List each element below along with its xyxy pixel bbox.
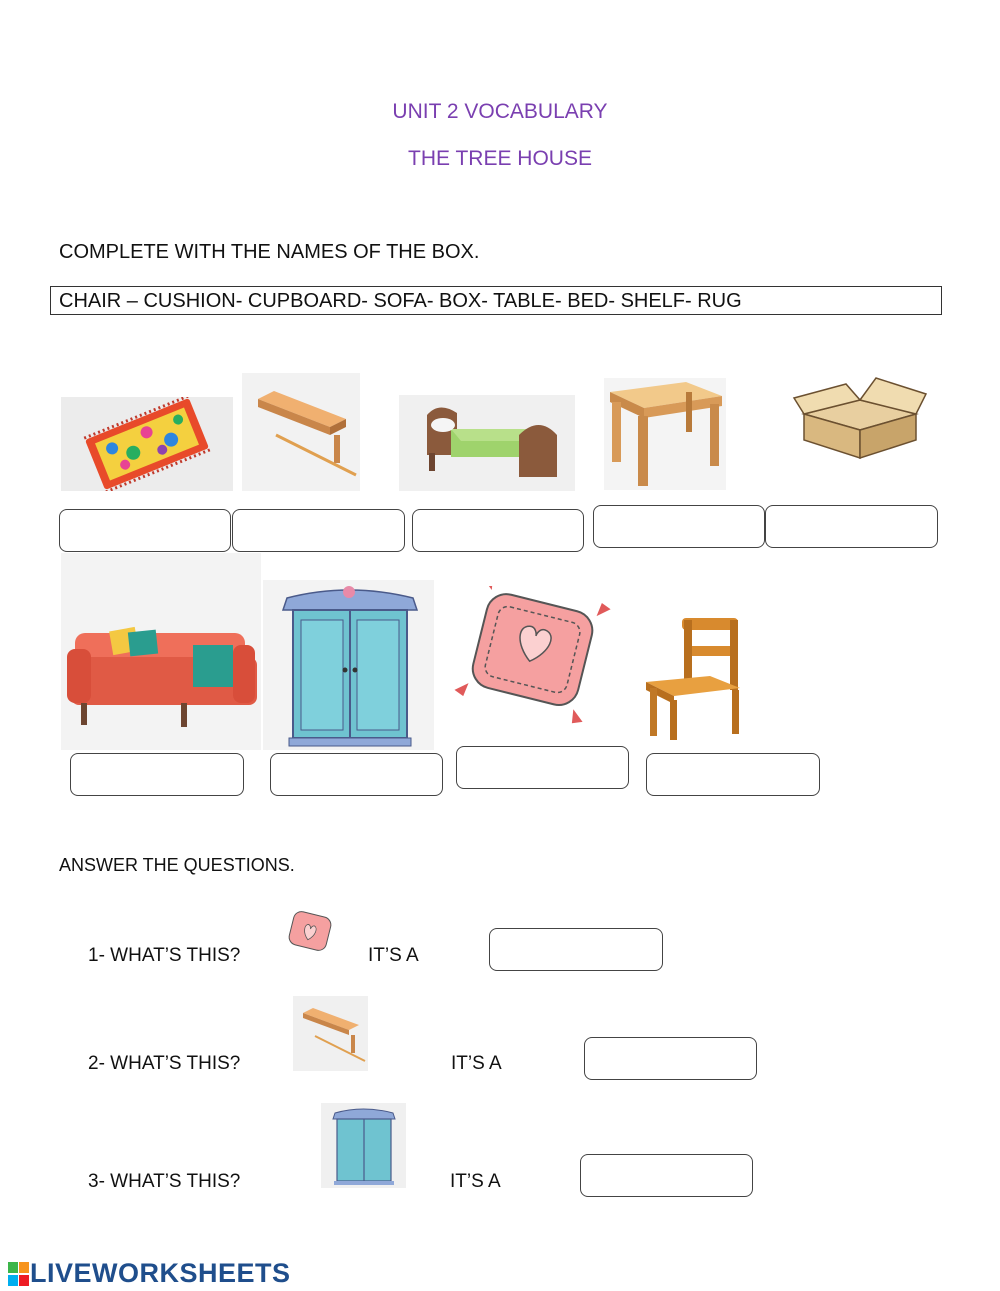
cupboard-image [263,580,434,750]
instruction-complete: COMPLETE WITH THE NAMES OF THE BOX. [59,241,480,263]
question-1-label: 1- WHAT’S THIS? [88,945,241,966]
answer-box-chair[interactable] [646,753,820,796]
cushion-thumbnail [281,906,339,956]
box-image [790,374,930,460]
word-box: CHAIR – CUSHION- CUPBOARD- SOFA- BOX- TABLE- BED- SHELF- RUG [50,286,942,315]
chair-image [640,612,756,742]
instruction-answer: ANSWER THE QUESTIONS. [59,855,295,875]
answer-box-shelf[interactable] [232,509,405,552]
question-1-answer-box[interactable] [489,928,663,971]
cushion-image [454,586,614,724]
liveworksheets-logo-icon [8,1260,30,1288]
question-1-answer-prefix: IT’S A [368,945,419,966]
question-2-answer-box[interactable] [584,1037,757,1080]
page-title: UNIT 2 VOCABULARY [392,100,608,123]
rug-image [61,397,233,491]
question-3-answer-box[interactable] [580,1154,753,1197]
answer-box-cupboard[interactable] [270,753,443,796]
answer-box-bed[interactable] [412,509,584,552]
table-image [604,378,726,490]
bed-image [399,395,575,491]
answer-box-table[interactable] [593,505,765,548]
shelf-image [242,373,360,491]
shelf-thumbnail [293,996,368,1071]
footer-logo [8,1258,291,1289]
question-2-answer-prefix: IT’S A [451,1053,502,1074]
answer-box-rug[interactable] [59,509,231,552]
answer-box-box[interactable] [765,505,938,548]
cupboard-thumbnail [321,1103,406,1188]
page-subtitle: THE TREE HOUSE [408,147,592,170]
sofa-image [61,553,261,750]
question-3-label: 3- WHAT’S THIS? [88,1171,241,1192]
liveworksheets-logo-text: LIVEWORKSHEETS [30,1258,291,1288]
question-3-answer-prefix: IT’S A [450,1171,501,1192]
question-2-label: 2- WHAT’S THIS? [88,1053,241,1074]
answer-box-cushion[interactable] [456,746,629,789]
answer-box-sofa[interactable] [70,753,244,796]
